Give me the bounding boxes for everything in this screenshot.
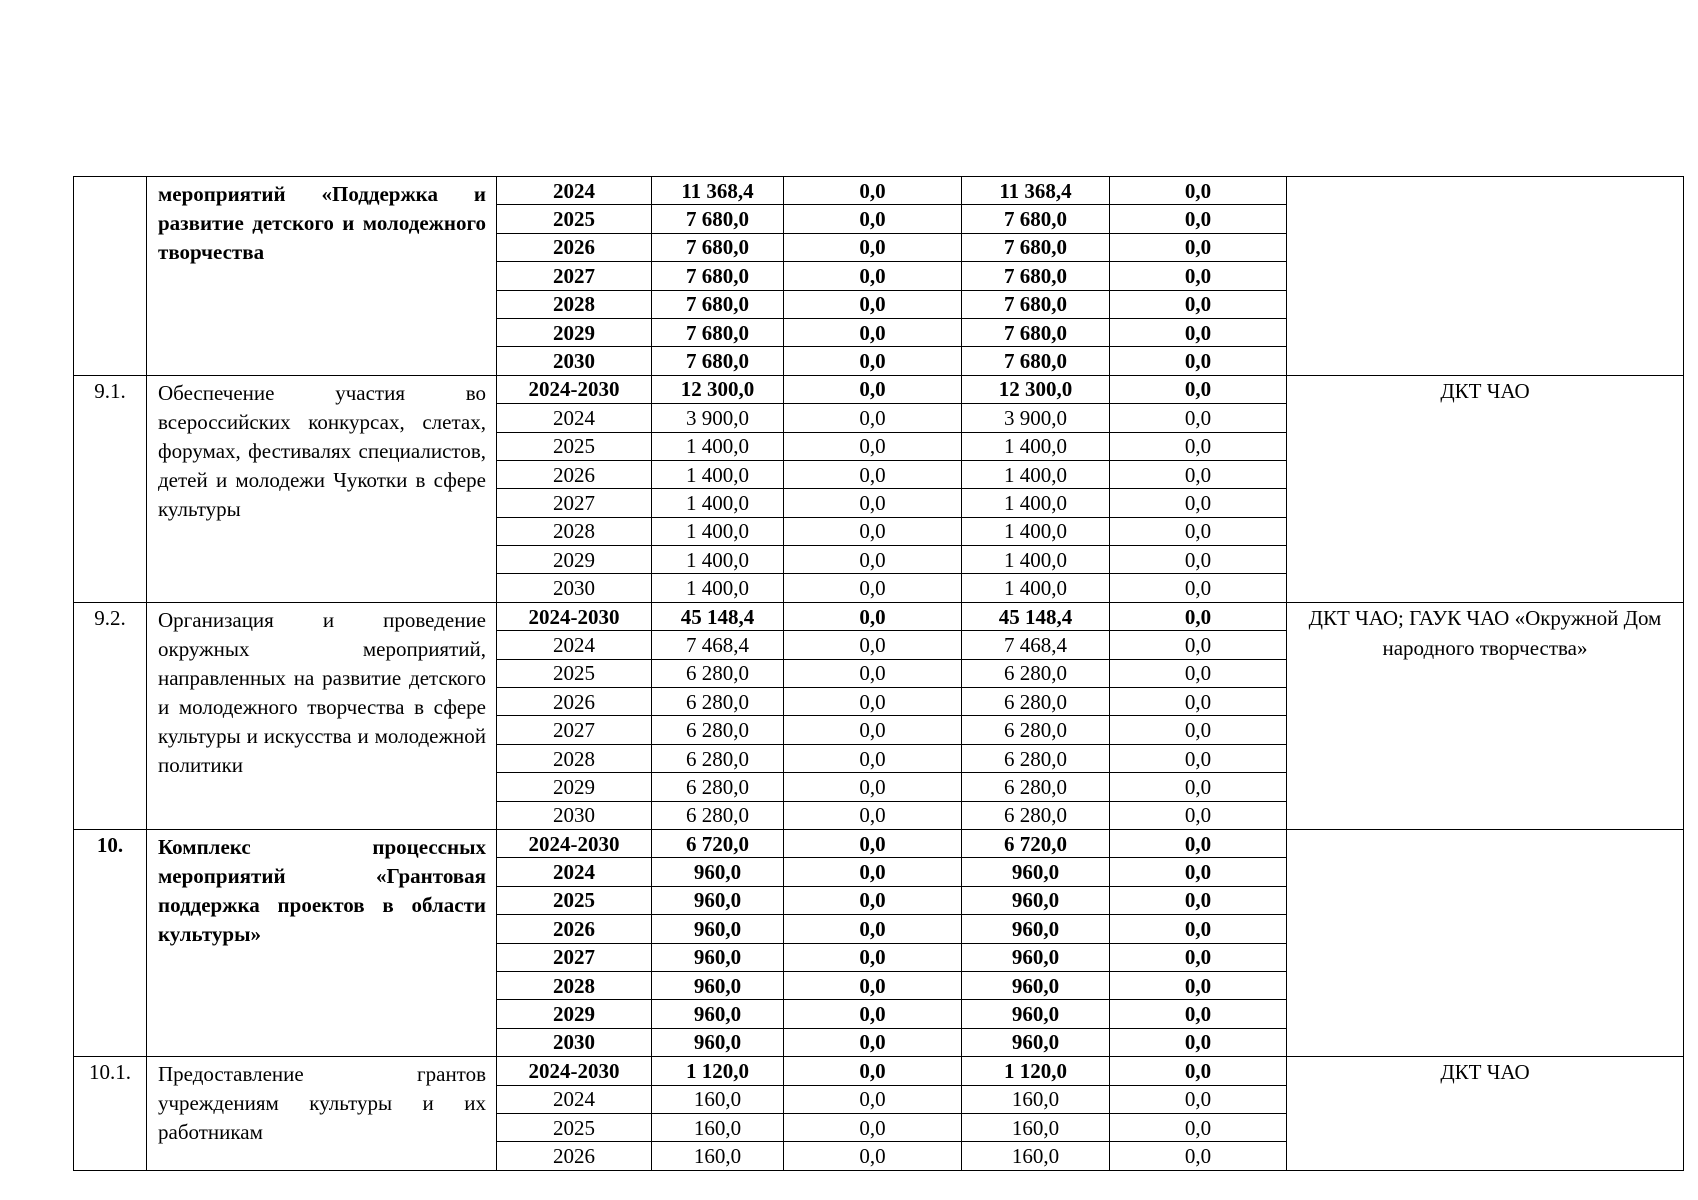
item-name: Организация и проведение окружных мероприятий, направленных на развитие детского и молодежного творчества в сфере культуры и искусства и молодежной политики [147, 602, 497, 829]
total-amount-cell: 6 280,0 [652, 688, 784, 716]
other-sources-cell: 0,0 [1110, 1057, 1287, 1085]
other-sources-cell: 0,0 [1110, 1000, 1287, 1028]
year-cell: 2024 [497, 858, 652, 886]
regional-budget-cell: 6 280,0 [962, 716, 1110, 744]
regional-budget-cell: 1 400,0 [962, 574, 1110, 602]
total-amount-cell: 7 680,0 [652, 233, 784, 261]
other-sources-cell: 0,0 [1110, 1028, 1287, 1056]
total-amount-cell: 1 400,0 [652, 546, 784, 574]
other-sources-cell: 0,0 [1110, 829, 1287, 857]
regional-budget-cell: 960,0 [962, 886, 1110, 914]
regional-budget-cell: 6 280,0 [962, 688, 1110, 716]
total-amount-cell: 160,0 [652, 1142, 784, 1170]
year-cell: 2027 [497, 489, 652, 517]
responsible-executor: ДКТ ЧАО [1287, 375, 1684, 602]
regional-budget-cell: 1 120,0 [962, 1057, 1110, 1085]
year-cell: 2028 [497, 290, 652, 318]
responsible-executor: ДКТ ЧАО [1287, 1057, 1684, 1171]
other-sources-cell: 0,0 [1110, 205, 1287, 233]
federal-budget-cell: 0,0 [784, 1142, 962, 1170]
total-amount-cell: 6 280,0 [652, 659, 784, 687]
year-cell: 2026 [497, 233, 652, 261]
year-cell: 2025 [497, 659, 652, 687]
federal-budget-cell: 0,0 [784, 886, 962, 914]
regional-budget-cell: 7 680,0 [962, 233, 1110, 261]
total-amount-cell: 160,0 [652, 1113, 784, 1141]
year-cell: 2028 [497, 517, 652, 545]
federal-budget-cell: 0,0 [784, 943, 962, 971]
year-cell: 2024-2030 [497, 829, 652, 857]
year-cell: 2029 [497, 318, 652, 346]
other-sources-cell: 0,0 [1110, 460, 1287, 488]
item-number: 10. [74, 829, 147, 1056]
regional-budget-cell: 6 280,0 [962, 659, 1110, 687]
item-number: 9.2. [74, 602, 147, 829]
year-cell: 2027 [497, 716, 652, 744]
year-cell: 2028 [497, 744, 652, 772]
federal-budget-cell: 0,0 [784, 602, 962, 630]
year-cell: 2024-2030 [497, 1057, 652, 1085]
federal-budget-cell: 0,0 [784, 233, 962, 261]
regional-budget-cell: 160,0 [962, 1085, 1110, 1113]
other-sources-cell: 0,0 [1110, 773, 1287, 801]
other-sources-cell: 0,0 [1110, 915, 1287, 943]
other-sources-cell: 0,0 [1110, 688, 1287, 716]
regional-budget-cell: 960,0 [962, 943, 1110, 971]
year-cell: 2025 [497, 886, 652, 914]
total-amount-cell: 160,0 [652, 1085, 784, 1113]
federal-budget-cell: 0,0 [784, 1000, 962, 1028]
federal-budget-cell: 0,0 [784, 347, 962, 375]
federal-budget-cell: 0,0 [784, 773, 962, 801]
other-sources-cell: 0,0 [1110, 517, 1287, 545]
total-amount-cell: 7 468,4 [652, 631, 784, 659]
total-amount-cell: 7 680,0 [652, 262, 784, 290]
regional-budget-cell: 1 400,0 [962, 517, 1110, 545]
total-amount-cell: 960,0 [652, 943, 784, 971]
total-amount-cell: 1 400,0 [652, 432, 784, 460]
year-cell: 2024 [497, 1085, 652, 1113]
regional-budget-cell: 1 400,0 [962, 460, 1110, 488]
other-sources-cell: 0,0 [1110, 375, 1287, 403]
regional-budget-cell: 960,0 [962, 971, 1110, 999]
year-cell: 2024-2030 [497, 375, 652, 403]
year-cell: 2029 [497, 546, 652, 574]
item-name: Комплекс процессных мероприятий «Грантовая поддержка проектов в области культуры» [147, 829, 497, 1056]
federal-budget-cell: 0,0 [784, 290, 962, 318]
year-cell: 2030 [497, 574, 652, 602]
other-sources-cell: 0,0 [1110, 489, 1287, 517]
other-sources-cell: 0,0 [1110, 858, 1287, 886]
total-amount-cell: 1 400,0 [652, 460, 784, 488]
item-name: Обеспечение участия во всероссийских конкурсах, слетах, форумах, фестивалях специалистов, детей и молодежи Чукотки в сфере культуры [147, 375, 497, 602]
other-sources-cell: 0,0 [1110, 659, 1287, 687]
other-sources-cell: 0,0 [1110, 886, 1287, 914]
total-amount-cell: 7 680,0 [652, 318, 784, 346]
year-cell: 2030 [497, 801, 652, 829]
year-cell: 2030 [497, 1028, 652, 1056]
year-cell: 2024 [497, 177, 652, 205]
year-cell: 2024 [497, 404, 652, 432]
regional-budget-cell: 6 280,0 [962, 801, 1110, 829]
regional-budget-cell: 960,0 [962, 1028, 1110, 1056]
other-sources-cell: 0,0 [1110, 177, 1287, 205]
year-cell: 2024 [497, 631, 652, 659]
federal-budget-cell: 0,0 [784, 404, 962, 432]
total-amount-cell: 960,0 [652, 1000, 784, 1028]
regional-budget-cell: 7 680,0 [962, 290, 1110, 318]
regional-budget-cell: 1 400,0 [962, 546, 1110, 574]
regional-budget-cell: 6 280,0 [962, 773, 1110, 801]
total-amount-cell: 1 400,0 [652, 574, 784, 602]
federal-budget-cell: 0,0 [784, 659, 962, 687]
other-sources-cell: 0,0 [1110, 318, 1287, 346]
federal-budget-cell: 0,0 [784, 318, 962, 346]
federal-budget-cell: 0,0 [784, 1113, 962, 1141]
year-cell: 2025 [497, 205, 652, 233]
regional-budget-cell: 7 680,0 [962, 205, 1110, 233]
year-cell: 2025 [497, 432, 652, 460]
other-sources-cell: 0,0 [1110, 233, 1287, 261]
regional-budget-cell: 960,0 [962, 1000, 1110, 1028]
total-amount-cell: 960,0 [652, 858, 784, 886]
other-sources-cell: 0,0 [1110, 546, 1287, 574]
regional-budget-cell: 11 368,4 [962, 177, 1110, 205]
regional-budget-cell: 160,0 [962, 1113, 1110, 1141]
other-sources-cell: 0,0 [1110, 971, 1287, 999]
year-cell: 2028 [497, 971, 652, 999]
year-cell: 2029 [497, 773, 652, 801]
item-name: мероприятий «Поддержка и развитие детского и молодежного творчества [147, 177, 497, 376]
other-sources-cell: 0,0 [1110, 262, 1287, 290]
year-cell: 2026 [497, 688, 652, 716]
regional-budget-cell: 160,0 [962, 1142, 1110, 1170]
federal-budget-cell: 0,0 [784, 432, 962, 460]
regional-budget-cell: 3 900,0 [962, 404, 1110, 432]
federal-budget-cell: 0,0 [784, 574, 962, 602]
regional-budget-cell: 960,0 [962, 915, 1110, 943]
table-row [74, 829, 1684, 857]
responsible-executor: ДКТ ЧАО; ГАУК ЧАО «Окружной Дом народного творчества» [1287, 602, 1684, 829]
year-cell: 2024-2030 [497, 602, 652, 630]
total-amount-cell: 3 900,0 [652, 404, 784, 432]
regional-budget-cell: 7 468,4 [962, 631, 1110, 659]
federal-budget-cell: 0,0 [784, 205, 962, 233]
year-cell: 2027 [497, 262, 652, 290]
year-cell: 2026 [497, 915, 652, 943]
other-sources-cell: 0,0 [1110, 1142, 1287, 1170]
regional-budget-cell: 6 720,0 [962, 829, 1110, 857]
total-amount-cell: 960,0 [652, 971, 784, 999]
federal-budget-cell: 0,0 [784, 489, 962, 517]
total-amount-cell: 1 120,0 [652, 1057, 784, 1085]
total-amount-cell: 11 368,4 [652, 177, 784, 205]
year-cell: 2026 [497, 460, 652, 488]
item-number: 9.1. [74, 375, 147, 602]
table-row [74, 177, 1684, 205]
other-sources-cell: 0,0 [1110, 347, 1287, 375]
year-cell: 2025 [497, 1113, 652, 1141]
regional-budget-cell: 7 680,0 [962, 318, 1110, 346]
federal-budget-cell: 0,0 [784, 858, 962, 886]
year-cell: 2026 [497, 1142, 652, 1170]
total-amount-cell: 6 280,0 [652, 744, 784, 772]
federal-budget-cell: 0,0 [784, 971, 962, 999]
funding-table [73, 176, 1684, 1171]
year-cell: 2030 [497, 347, 652, 375]
table-row [74, 602, 1684, 630]
other-sources-cell: 0,0 [1110, 574, 1287, 602]
other-sources-cell: 0,0 [1110, 290, 1287, 318]
other-sources-cell: 0,0 [1110, 744, 1287, 772]
regional-budget-cell: 45 148,4 [962, 602, 1110, 630]
federal-budget-cell: 0,0 [784, 546, 962, 574]
total-amount-cell: 1 400,0 [652, 517, 784, 545]
total-amount-cell: 12 300,0 [652, 375, 784, 403]
total-amount-cell: 6 280,0 [652, 801, 784, 829]
federal-budget-cell: 0,0 [784, 744, 962, 772]
federal-budget-cell: 0,0 [784, 829, 962, 857]
regional-budget-cell: 7 680,0 [962, 262, 1110, 290]
other-sources-cell: 0,0 [1110, 1113, 1287, 1141]
year-cell: 2027 [497, 943, 652, 971]
federal-budget-cell: 0,0 [784, 517, 962, 545]
federal-budget-cell: 0,0 [784, 262, 962, 290]
total-amount-cell: 45 148,4 [652, 602, 784, 630]
federal-budget-cell: 0,0 [784, 631, 962, 659]
year-cell: 2029 [497, 1000, 652, 1028]
total-amount-cell: 6 280,0 [652, 773, 784, 801]
table-row [74, 1057, 1684, 1085]
total-amount-cell: 7 680,0 [652, 205, 784, 233]
item-number [74, 177, 147, 376]
other-sources-cell: 0,0 [1110, 1085, 1287, 1113]
total-amount-cell: 960,0 [652, 1028, 784, 1056]
federal-budget-cell: 0,0 [784, 801, 962, 829]
federal-budget-cell: 0,0 [784, 177, 962, 205]
responsible-executor [1287, 177, 1684, 376]
total-amount-cell: 1 400,0 [652, 489, 784, 517]
other-sources-cell: 0,0 [1110, 631, 1287, 659]
total-amount-cell: 6 280,0 [652, 716, 784, 744]
other-sources-cell: 0,0 [1110, 716, 1287, 744]
total-amount-cell: 7 680,0 [652, 347, 784, 375]
federal-budget-cell: 0,0 [784, 1057, 962, 1085]
other-sources-cell: 0,0 [1110, 943, 1287, 971]
item-name: Предоставление грантов учреждениям культуры и их работникам [147, 1057, 497, 1171]
total-amount-cell: 960,0 [652, 915, 784, 943]
item-number: 10.1. [74, 1057, 147, 1171]
responsible-executor [1287, 829, 1684, 1056]
regional-budget-cell: 6 280,0 [962, 744, 1110, 772]
other-sources-cell: 0,0 [1110, 432, 1287, 460]
regional-budget-cell: 960,0 [962, 858, 1110, 886]
federal-budget-cell: 0,0 [784, 1028, 962, 1056]
federal-budget-cell: 0,0 [784, 375, 962, 403]
federal-budget-cell: 0,0 [784, 1085, 962, 1113]
federal-budget-cell: 0,0 [784, 915, 962, 943]
regional-budget-cell: 7 680,0 [962, 347, 1110, 375]
table-row [74, 375, 1684, 403]
regional-budget-cell: 1 400,0 [962, 432, 1110, 460]
federal-budget-cell: 0,0 [784, 688, 962, 716]
regional-budget-cell: 1 400,0 [962, 489, 1110, 517]
total-amount-cell: 7 680,0 [652, 290, 784, 318]
other-sources-cell: 0,0 [1110, 404, 1287, 432]
other-sources-cell: 0,0 [1110, 801, 1287, 829]
total-amount-cell: 6 720,0 [652, 829, 784, 857]
federal-budget-cell: 0,0 [784, 716, 962, 744]
total-amount-cell: 960,0 [652, 886, 784, 914]
federal-budget-cell: 0,0 [784, 460, 962, 488]
other-sources-cell: 0,0 [1110, 602, 1287, 630]
regional-budget-cell: 12 300,0 [962, 375, 1110, 403]
